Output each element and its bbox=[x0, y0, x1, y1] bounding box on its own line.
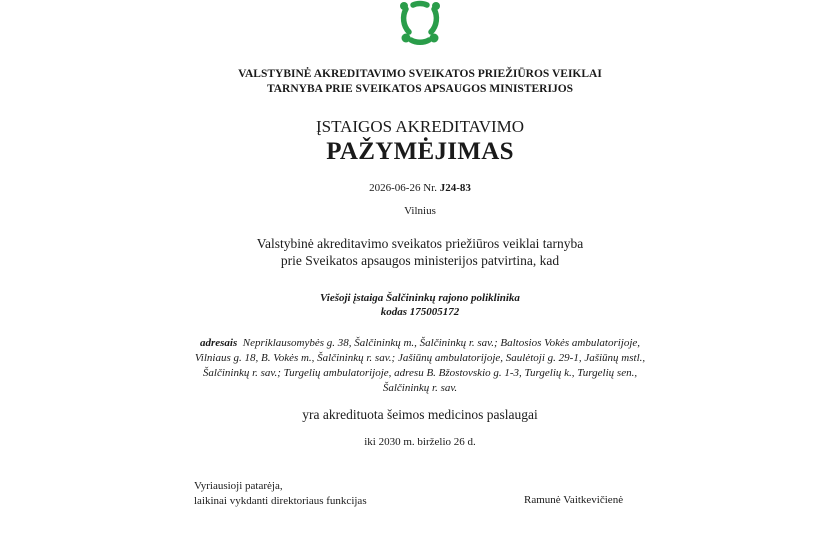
accreditation-valid-until: iki 2030 m. birželio 26 d. bbox=[364, 436, 476, 448]
confirmation-line-1: Valstybinė akreditavimo sveikatos priežiūros veiklai tarnyba bbox=[256, 236, 584, 251]
signer-position bbox=[194, 479, 367, 508]
document-number-prefix: Nr. bbox=[423, 182, 437, 194]
addresses-text: Nepriklausomybės g. 38, Šalčininkų m., Šalčininkų r. sav.; Baltosios Vokės ambulatorijoje, Vilniaus g. 18, B. Vokės m., Šalčininkų r. sav.; Jašiūnų ambulatorijoje, Saulėtoji g. 29-1, Jašiūnų mstl., Šalčininkų r. sav.; Turgelių ambulatorijoje, adresu B. Bžostovskio g. 1-3, Turgelių k., Turgelių sen., Šalčininkų r. sav. bbox=[194, 337, 646, 394]
confirmation-text bbox=[0, 235, 840, 269]
document-type: ĮSTAIGOS AKREDITAVIMO bbox=[315, 117, 525, 136]
signer-position-line-1: Vyriausioji patarėja, bbox=[194, 480, 283, 492]
issuer-line-2: TARNYBA PRIE SVEIKATOS APSAUGOS MINISTERIJOS bbox=[266, 83, 574, 95]
confirmation-line-2: prie Sveikatos apsaugos ministerijos patvirtina, kad bbox=[280, 253, 560, 268]
accreditation-statement: yra akredituota šeimos medicinos paslaugai bbox=[302, 407, 538, 422]
signer-name: Ramunė Vaitkevičienė bbox=[524, 494, 624, 506]
document-city: Vilnius bbox=[404, 205, 436, 217]
issuer-name bbox=[0, 67, 840, 97]
document-date: 2026-06-26 bbox=[369, 182, 421, 194]
institution-name: Viešoji įstaiga Šalčininkų rajono poliklinika bbox=[320, 292, 520, 304]
addresses-block bbox=[190, 336, 650, 396]
accreditation-service-logo-icon bbox=[396, 0, 444, 46]
institution-block bbox=[0, 291, 840, 319]
document-date-number bbox=[0, 181, 840, 195]
signer-position-line-2: laikinai vykdanti direktoriaus funkcijas bbox=[194, 494, 367, 507]
addresses-label: adresais bbox=[199, 337, 238, 349]
document-title: PAŽYMĖJIMAS bbox=[326, 138, 514, 165]
institution-code: kodas 175005172 bbox=[380, 306, 460, 318]
document-number: J24-83 bbox=[439, 182, 471, 194]
issuer-line-1: VALSTYBINĖ AKREDITAVIMO SVEIKATOS PRIEŽIŪROS VEIKLAI bbox=[238, 68, 602, 80]
